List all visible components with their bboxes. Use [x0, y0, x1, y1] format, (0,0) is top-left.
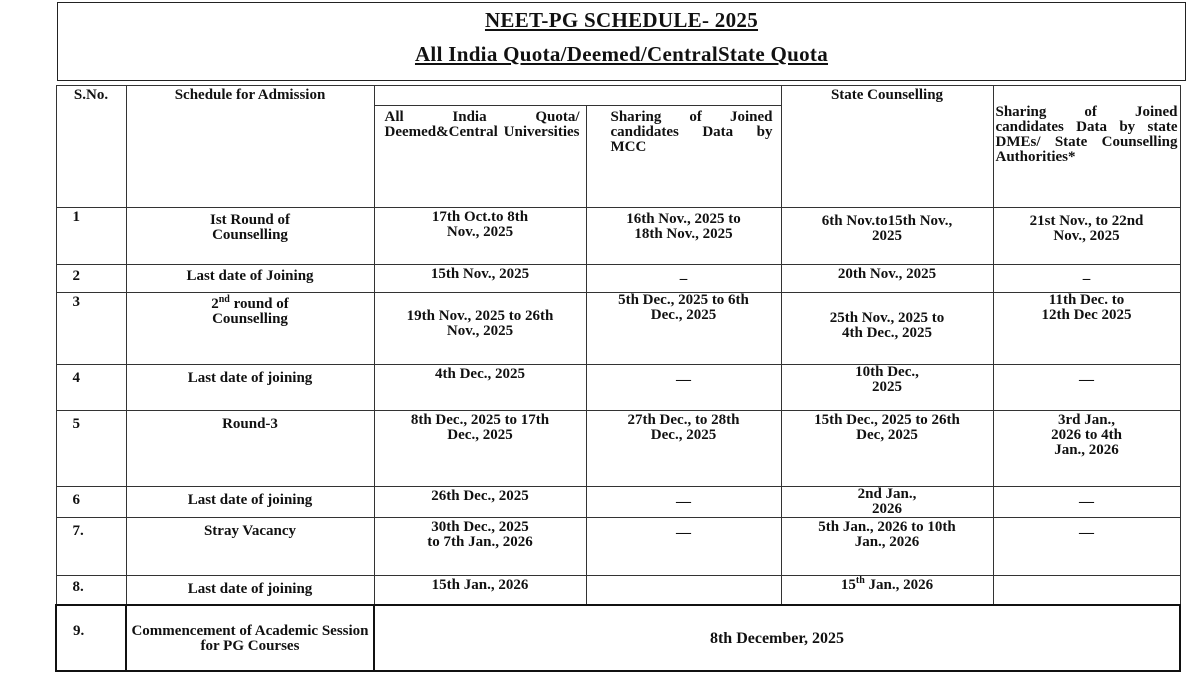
header-blank-right	[993, 86, 1180, 106]
row-aiq: 19th Nov., 2025 to 26th Nov., 2025	[374, 292, 586, 364]
row-schedule: Commencement of Academic Session for PG Courses	[126, 605, 374, 671]
title-box	[57, 2, 1186, 81]
header-sharing-state: Sharing of Joined candidates Data by state DMEs/ State Counselling Authorities*	[993, 105, 1180, 207]
row-schedule: Last date of Joining	[126, 264, 374, 292]
row-schedule: Round-3	[126, 410, 374, 486]
table-row	[56, 207, 1180, 264]
row-sno: 5	[56, 410, 126, 486]
row-state: 5th Jan., 2026 to 10th Jan., 2026	[781, 517, 993, 575]
row-sno: 2	[56, 264, 126, 292]
row-state: 15th Jan., 2026	[781, 575, 993, 605]
row-mcc: 27th Dec., to 28th Dec., 2025	[586, 410, 781, 486]
row-state-share: _	[993, 264, 1180, 292]
row-state-share: 21st Nov., to 22nd Nov., 2025	[993, 207, 1180, 264]
table-row	[56, 575, 1180, 605]
row-aiq: 26th Dec., 2025	[374, 486, 586, 517]
row-state-share: —	[993, 364, 1180, 410]
row-mcc: 16th Nov., 2025 to 18th Nov., 2025	[586, 207, 781, 264]
row-aiq: 15th Nov., 2025	[374, 264, 586, 292]
row-aiq: 8th Dec., 2025 to 17th Dec., 2025	[374, 410, 586, 486]
table-row	[56, 517, 1180, 575]
page-title: NEET-PG SCHEDULE- 2025	[484, 8, 759, 32]
table-row	[56, 605, 1180, 671]
row-state: 10th Dec., 2025	[781, 364, 993, 410]
header-aiq: All India Quota/ Deemed&Central Universities	[374, 105, 586, 207]
row-sno: 9.	[56, 605, 126, 671]
row-schedule: 2nd round of Counselling	[126, 292, 374, 364]
row-schedule: Stray Vacancy	[126, 517, 374, 575]
row-mcc: —	[586, 486, 781, 517]
row-sno: 8.	[56, 575, 126, 605]
row-mcc	[586, 575, 781, 605]
row-state-share: 3rd Jan., 2026 to 4th Jan., 2026	[993, 410, 1180, 486]
row-state: 15th Dec., 2025 to 26th Dec, 2025	[781, 410, 993, 486]
header-blank	[374, 86, 781, 106]
table-row	[56, 292, 1180, 364]
row-state-share	[993, 575, 1180, 605]
row-sno: 3	[56, 292, 126, 364]
row-sno: 4	[56, 364, 126, 410]
row-merged-date: 8th December, 2025	[374, 605, 1180, 671]
row-mcc: 5th Dec., 2025 to 6th Dec., 2025	[586, 292, 781, 364]
row-mcc: —	[586, 517, 781, 575]
row-mcc: —	[586, 364, 781, 410]
row-schedule: Last date of joining	[126, 486, 374, 517]
row-sno: 7.	[56, 517, 126, 575]
row-state: 2nd Jan., 2026	[781, 486, 993, 517]
row-schedule: Last date of joining	[126, 575, 374, 605]
row-aiq: 15th Jan., 2026	[374, 575, 586, 605]
header-sharing-mcc: Sharing of Joined candidates Data by MCC	[586, 105, 781, 207]
table-row	[56, 486, 1180, 517]
row-schedule: Ist Round of Counselling	[126, 207, 374, 264]
row-state: 6th Nov.to15th Nov., 2025	[781, 207, 993, 264]
schedule-table	[55, 85, 1181, 672]
row-aiq: 17th Oct.to 8th Nov., 2025	[374, 207, 586, 264]
header-state-empty	[781, 105, 993, 207]
row-state-share: —	[993, 486, 1180, 517]
row-schedule: Last date of joining	[126, 364, 374, 410]
header-sno: S.No.	[56, 86, 126, 208]
row-mcc: _	[586, 264, 781, 292]
row-state-share: —	[993, 517, 1180, 575]
page-subtitle: All India Quota/Deemed/CentralState Quota	[414, 42, 829, 66]
row-sno: 6	[56, 486, 126, 517]
table-row	[56, 410, 1180, 486]
row-state-share: 11th Dec. to 12th Dec 2025	[993, 292, 1180, 364]
row-state: 25th Nov., 2025 to 4th Dec., 2025	[781, 292, 993, 364]
row-aiq: 30th Dec., 2025 to 7th Jan., 2026	[374, 517, 586, 575]
row-state: 20th Nov., 2025	[781, 264, 993, 292]
table-row	[56, 264, 1180, 292]
row-sno: 1	[56, 207, 126, 264]
table-row	[56, 364, 1180, 410]
header-schedule: Schedule for Admission	[126, 86, 374, 208]
row-aiq: 4th Dec., 2025	[374, 364, 586, 410]
header-state-counselling: State Counselling	[781, 86, 993, 106]
